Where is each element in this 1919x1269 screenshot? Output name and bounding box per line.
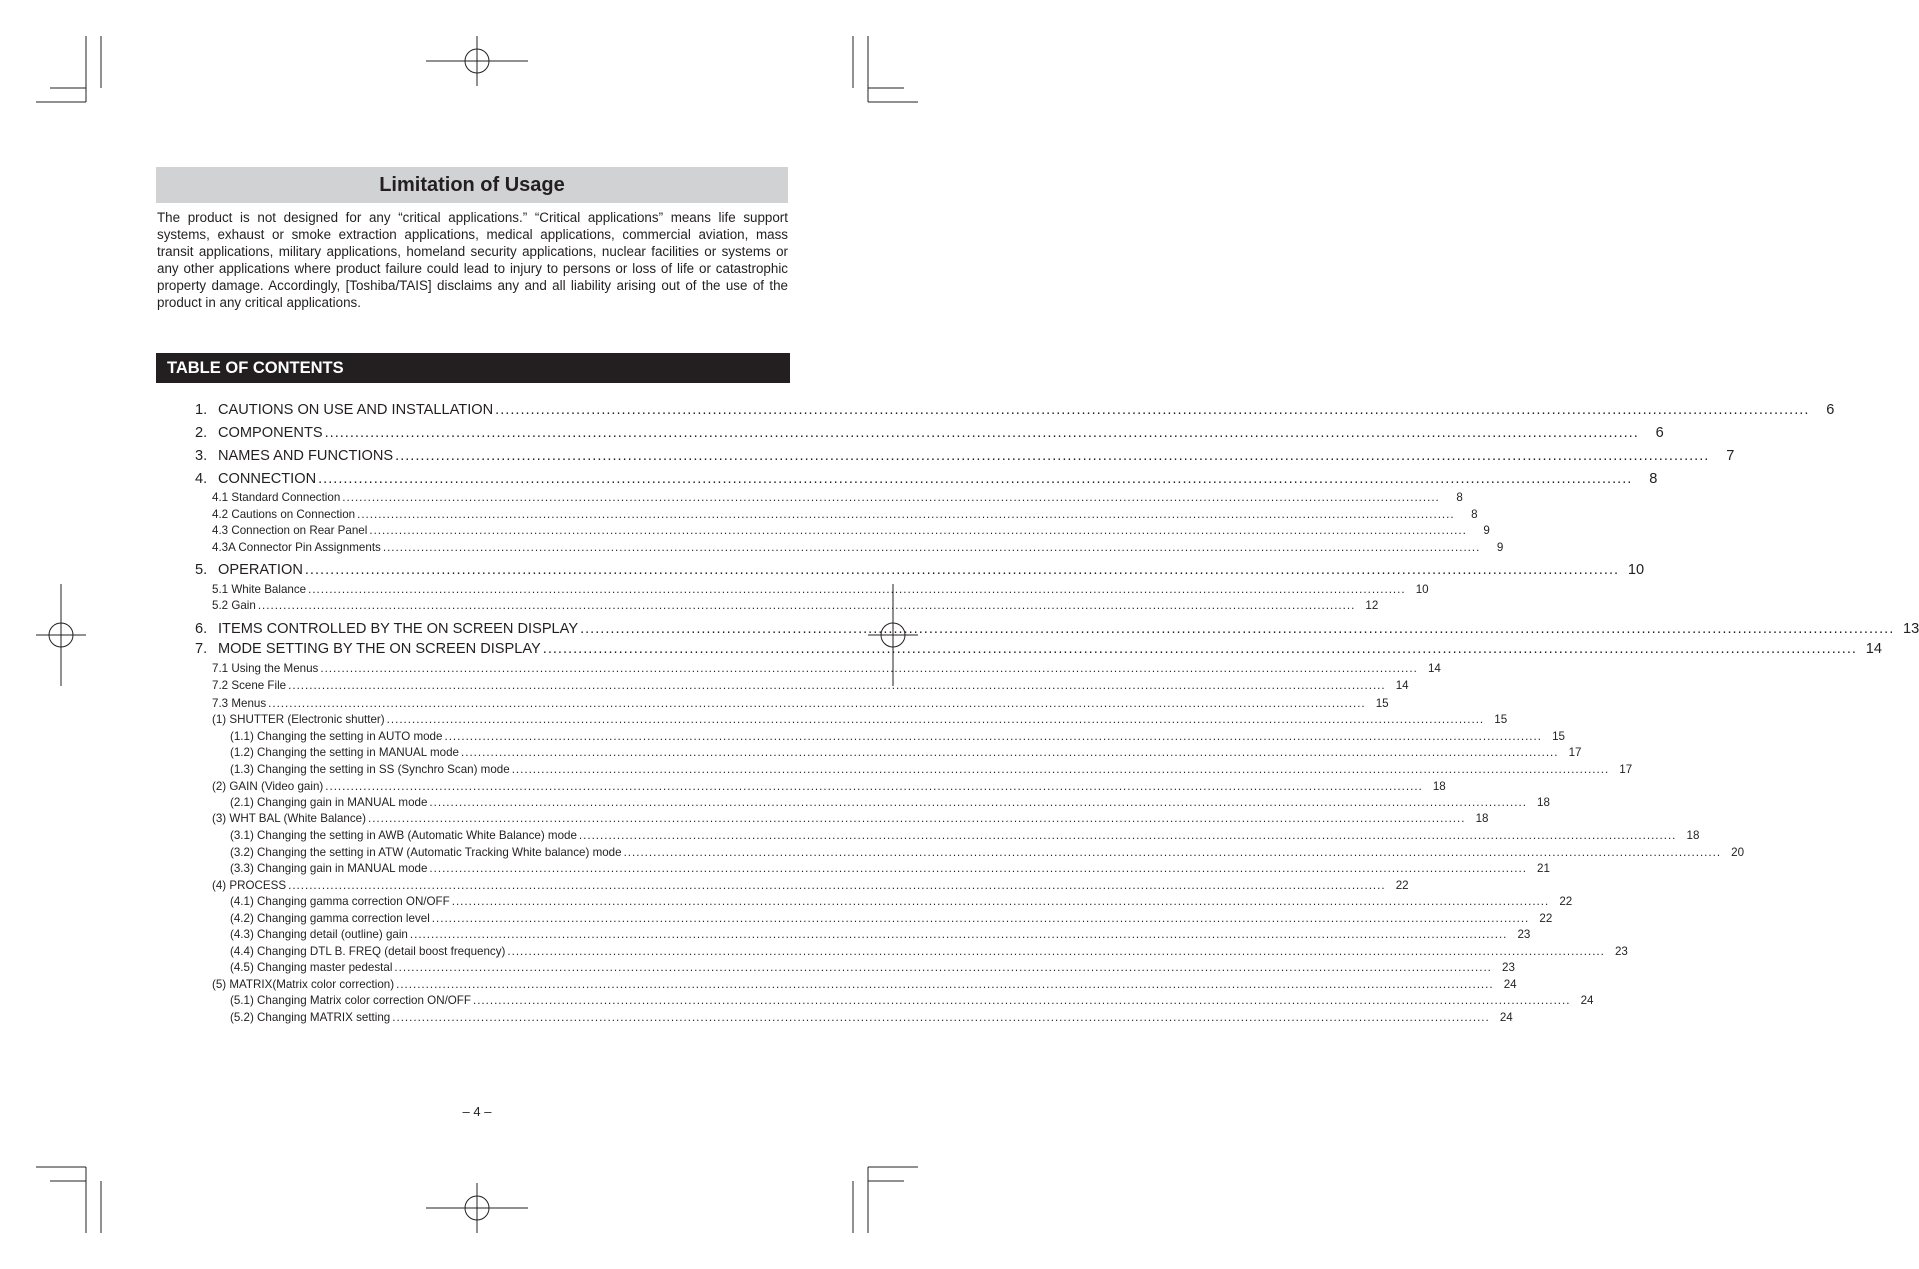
toc-entry-page: 6 [1826,402,1835,418]
toc-entry-page: 18 [1432,780,1446,793]
toc-entry [195,402,1835,422]
toc-entry [195,448,1735,468]
toc-entry [212,662,1441,678]
toc-entry-text: (3) WHT BAL (White Balance) [212,812,366,825]
toc-entry [195,641,1882,661]
toc-heading: TABLE OF CONTENTS [167,358,344,377]
toc-entry-number: 7. [195,641,208,657]
toc-entry-title [195,425,323,441]
toc-entry-text: 5.1 White Balance [212,583,307,596]
toc-entry [212,978,1517,994]
toc-entry-title [230,961,392,974]
toc-entry-text: MODE SETTING BY THE ON SCREEN DISPLAY [218,641,541,657]
toc-entry-text: (1.1) Changing the setting in AUTO mode [230,730,443,743]
toc-entry-text: CONNECTION [218,471,317,487]
toc-entry-text: 7.3 Menus [212,697,267,710]
toc-entry-page: 7 [1726,448,1735,464]
toc-entry [212,491,1463,507]
toc-entry-page: 6 [1655,425,1664,441]
toc-entry [230,961,1515,977]
toc-leader-dots: .................................................................................................................................................................................................................................................................... [342,491,1440,504]
toc-entry [212,583,1429,599]
toc-entry-text: (2.1) Changing gain in MANUAL mode [230,796,428,809]
toc-entry-title [212,491,340,504]
toc-entry-title [230,945,505,958]
toc-entry-title [212,679,286,692]
toc-entry-title [212,780,323,793]
toc-entry [212,508,1478,524]
toc-entry-page: 15 [1494,713,1508,726]
toc-entry-text: OPERATION [218,562,303,578]
toc-entry-title [212,978,394,991]
toc-entry [230,994,1594,1010]
toc-entry [195,471,1658,491]
toc-entry-text: (4.3) Changing detail (outline) gain [230,928,408,941]
toc-entry-title [230,994,471,1007]
toc-entry [212,812,1489,828]
toc-entry [230,829,1700,845]
toc-leader-dots: .................................................................................................................................................................................................................................................................... [318,471,1633,487]
toc-entry-text: (5.2) Changing MATRIX setting [230,1011,391,1024]
toc-entry-title [212,812,366,825]
toc-entry-page: 23 [1517,928,1531,941]
toc-leader-dots: .................................................................................................................................................................................................................................................................... [495,402,1810,418]
toc-leader-dots: .................................................................................................................................................................................................................................................................... [578,829,1677,842]
toc-entry-text: (2) GAIN (Video gain) [212,780,324,793]
toc-entry-title [230,746,459,759]
toc-entry-page: 17 [1619,763,1633,776]
toc-leader-dots: .................................................................................................................................................................................................................................................................... [623,846,1722,859]
toc-entry-title [212,697,266,710]
toc-entry [212,541,1504,557]
toc-entry-number: 3. [195,448,208,464]
limitation-title-bar [156,167,788,203]
toc-entry-page: 22 [1539,912,1553,925]
toc-leader-dots: .................................................................................................................................................................................................................................................................... [357,508,1455,521]
toc-leader-dots: .................................................................................................................................................................................................................................................................... [507,945,1605,958]
toc-entry [212,599,1379,615]
toc-entry-title [195,471,316,487]
toc-entry-page: 18 [1537,796,1550,809]
toc-entry-text: 7.1 Using the Menus [212,662,319,675]
toc-leader-dots: .................................................................................................................................................................................................................................................................... [320,662,1418,675]
toc-entry-page: 9 [1483,524,1490,537]
toc-entry-text: CAUTIONS ON USE AND INSTALLATION [218,402,494,418]
toc-entry [230,895,1573,911]
toc-entry [195,425,1664,445]
toc-entry-number: 5. [195,562,208,578]
toc-entry [230,862,1550,878]
toc-entry-page: 14 [1395,679,1409,692]
toc-entry [212,524,1490,540]
toc-entry-text: 5.2 Gain [212,599,256,612]
toc-entry-number: 6. [195,621,208,637]
toc-entry-title [212,662,318,675]
toc-entry-page: 24 [1499,1011,1513,1024]
toc-entry-title [195,641,541,657]
toc-entry-text: (3.2) Changing the setting in ATW (Automatic Tracking White balance) mode [230,846,622,859]
toc-entry-text: (4) PROCESS [212,879,287,892]
toc-entry-title [212,524,367,537]
toc-entry-text: (3.1) Changing the setting in AWB (Automatic White Balance) mode [230,829,577,842]
toc-entry-page: 17 [1568,746,1582,759]
toc-entry-page: 21 [1537,862,1550,875]
toc-entry-page: 12 [1365,599,1379,612]
toc-entry-title [230,928,408,941]
toc-leader-dots: .................................................................................................................................................................................................................................................................... [580,621,1895,637]
page-number: – 4 – [462,1104,492,1119]
toc-leader-dots: .................................................................................................................................................................................................................................................................... [472,994,1571,1007]
toc-entry-text: 4.2 Cautions on Connection [212,508,356,521]
toc-leader-dots: .................................................................................................................................................................................................................................................................... [288,879,1386,892]
toc-entry-page: 20 [1731,846,1745,859]
toc-entry-title [212,879,286,892]
toc-leader-dots: .................................................................................................................................................................................................................................................................... [386,713,1485,726]
toc-entry [230,846,1745,862]
toc-entry-page: 10 [1415,583,1429,596]
toc-entry-text: (3.3) Changing gain in MANUAL mode [230,862,428,875]
toc-entry-title [212,713,385,726]
toc-entry [212,879,1409,895]
toc-entry-title [230,912,430,925]
toc-entry [230,912,1553,928]
toc-leader-dots: .................................................................................................................................................................................................................................................................... [394,961,1492,974]
toc-entry-text: 7.2 Scene File [212,679,287,692]
toc-entry-title [195,562,303,578]
toc-entry-page: 23 [1502,961,1515,974]
toc-entry-page: 15 [1552,730,1565,743]
toc-entry-page: 14 [1865,641,1882,657]
toc-leader-dots: .................................................................................................................................................................................................................................................................... [395,448,1710,464]
toc-leader-dots: .................................................................................................................................................................................................................................................................... [409,928,1508,941]
toc-entry-page: 24 [1503,978,1517,991]
toc-entry-page: 9 [1496,541,1504,554]
toc-entry-text: (1.3) Changing the setting in SS (Synchro Scan) mode [230,763,510,776]
toc-entry [212,713,1508,729]
toc-entry-text: (4.5) Changing master pedestal [230,961,393,974]
toc-entry-page: 24 [1580,994,1594,1007]
toc-entry-title [195,621,578,637]
toc-leader-dots: .................................................................................................................................................................................................................................................................... [304,562,1620,578]
toc-leader-dots: .................................................................................................................................................................................................................................................................... [461,746,1559,759]
toc-entry-title [230,1011,390,1024]
toc-entry [230,746,1582,762]
toc-entry-number: 4. [195,471,208,487]
toc-entry-text: (1.2) Changing the setting in MANUAL mode [230,746,459,759]
toc-entry [195,621,1919,641]
toc-entry-text: (5.1) Changing Matrix color correction ON/OFF [230,994,471,1007]
toc-entry-page: 22 [1559,895,1573,908]
toc-entry-title [230,846,622,859]
limitation-body: The product is not designed for any “critical applications.” “Critical applications” means life support systems, exhaust or smoke extraction applications, medical applications, commercial aviation, mass transit applications, military applications, homeland security applications, nuclear facilities or systems or any other applications where product failure could lead to injury to persons or loss of life or catastrophic property damage. Accordingly, [Toshiba/TAIS] disclaims any and all liability arising out of the use of the product in any critical applications. [157,210,788,310]
limitation-title: Limitation of Usage [379,173,565,196]
toc-entry-number: 2. [195,425,208,441]
toc-entry-title [212,541,381,554]
toc-entry-page: 22 [1395,879,1409,892]
toc-entry-title [212,599,256,612]
toc-entry [230,928,1531,944]
toc-leader-dots: .................................................................................................................................................................................................................................................................... [288,679,1386,692]
toc-entry-page: 18 [1475,812,1489,825]
toc-leader-dots: .................................................................................................................................................................................................................................................................... [444,730,1542,743]
toc-entry [212,780,1446,796]
toc-entry-title [212,508,355,521]
toc-entry-page: 8 [1649,471,1658,487]
toc-entry-page: 8 [1471,508,1478,521]
toc-entry-title [230,862,427,875]
toc-entry-text: 4.3 Connection on Rear Panel [212,524,368,537]
toc-leader-dots: .................................................................................................................................................................................................................................................................... [392,1011,1490,1024]
toc-leader-dots: .................................................................................................................................................................................................................................................................... [324,425,1639,441]
toc-entry [230,796,1550,812]
toc-leader-dots: .................................................................................................................................................................................................................................................................... [542,641,1857,657]
toc-entry-title [230,895,450,908]
toc-leader-dots: .................................................................................................................................................................................................................................................................... [382,541,1481,554]
toc-entry [195,562,1645,582]
toc-entry-page: 23 [1614,945,1628,958]
toc-entry-text: (4.2) Changing gamma correction level [230,912,430,925]
toc-leader-dots: .................................................................................................................................................................................................................................................................... [257,599,1356,612]
toc-entry [230,730,1565,746]
toc-entry-number: 1. [195,402,208,418]
toc-entry [212,697,1389,713]
toc-entry-page: 15 [1375,697,1389,710]
toc-leader-dots: .................................................................................................................................................................................................................................................................... [511,763,1610,776]
toc-entry-text: ITEMS CONTROLLED BY THE ON SCREEN DISPLAY [218,621,579,637]
toc-entry-text: 4.1 Standard Connection [212,491,341,504]
toc-leader-dots: .................................................................................................................................................................................................................................................................... [396,978,1494,991]
toc-entry-page: 13 [1903,621,1919,637]
toc-heading-bar [156,353,790,383]
toc-entry-page: 18 [1686,829,1700,842]
toc-entry-text: (4.4) Changing DTL B. FREQ (detail boost frequency) [230,945,506,958]
toc-entry-page: 14 [1427,662,1441,675]
toc-entry-page: 8 [1456,491,1463,504]
toc-entry-text: (1) SHUTTER (Electronic shutter) [212,713,385,726]
toc-entry-text: (4.1) Changing gamma correction ON/OFF [230,895,450,908]
toc-leader-dots: .................................................................................................................................................................................................................................................................... [268,697,1366,710]
toc-entry-text: COMPONENTS [218,425,323,441]
toc-entry-title [230,796,427,809]
toc-entry-title [230,829,577,842]
toc-leader-dots: .................................................................................................................................................................................................................................................................... [431,912,1530,925]
toc-entry-title [230,730,442,743]
toc-entry-text: NAMES AND FUNCTIONS [218,448,394,464]
toc-leader-dots: .................................................................................................................................................................................................................................................................... [308,583,1406,596]
toc-entry [230,945,1628,961]
toc-entry-title [195,448,393,464]
toc-entry [230,763,1633,779]
toc-leader-dots: .................................................................................................................................................................................................................................................................... [325,780,1423,793]
toc-entry-title [230,763,510,776]
toc-leader-dots: .................................................................................................................................................................................................................................................................... [367,812,1466,825]
toc-leader-dots: .................................................................................................................................................................................................................................................................... [451,895,1550,908]
toc-leader-dots: .................................................................................................................................................................................................................................................................... [429,796,1527,809]
toc-entry [212,679,1409,695]
toc-entry-text: (5) MATRIX(Matrix color correction) [212,978,395,991]
toc-leader-dots: .................................................................................................................................................................................................................................................................... [429,862,1527,875]
toc-entry [230,1011,1513,1027]
toc-entry-text: 4.3A Connector Pin Assignments [212,541,381,554]
toc-entry-title [212,583,306,596]
toc-leader-dots: .................................................................................................................................................................................................................................................................... [369,524,1467,537]
toc-entry-page: 10 [1627,562,1645,578]
toc-entry-title [195,402,493,418]
